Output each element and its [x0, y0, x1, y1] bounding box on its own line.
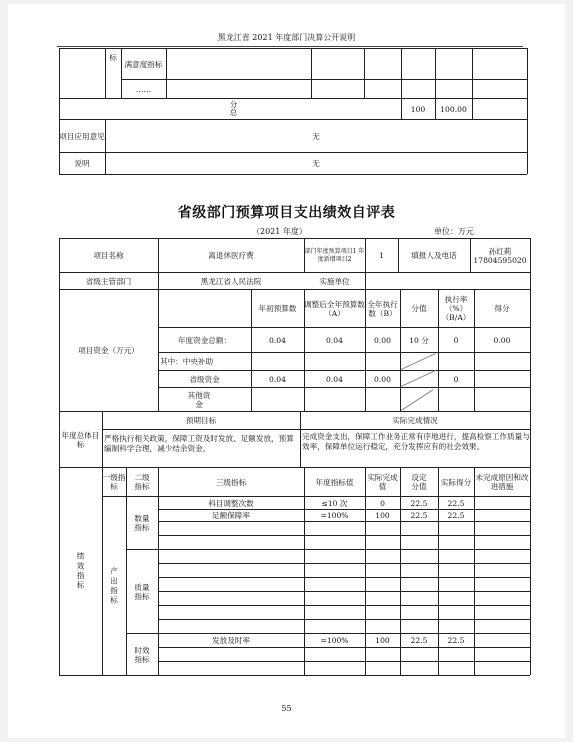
project-name: 离退休医疗费 — [208, 251, 254, 260]
row-provincial-label: 省级资金 — [189, 374, 220, 384]
q2-name: 足额保障率 — [212, 511, 250, 520]
t1-name: 发放及时率 — [212, 636, 250, 645]
project-name-label: 项目名称 — [93, 251, 124, 260]
form-title: 省级部门预算项目支出绩效自评表 — [177, 205, 396, 221]
row-prov-executed: 0.00 — [374, 374, 391, 384]
goal-expected-label: 预期目标 — [185, 416, 217, 425]
impl-label: 实施单位 — [319, 276, 350, 286]
form-year: （2021 年度） — [252, 227, 307, 236]
impl-value — [365, 273, 530, 289]
row-total-score: 10 分 — [409, 335, 429, 345]
contact-phone: 17804595020 — [473, 255, 527, 265]
col-executed: 全年执行数（B） — [367, 299, 398, 318]
total-score-1: 100 — [410, 104, 426, 114]
q1-target: ≤10 次 — [321, 498, 348, 508]
row-total-adjusted: 0.04 — [326, 335, 343, 345]
contact-label: 填报人及电话 — [411, 251, 457, 260]
col-score: 分值 — [411, 304, 427, 313]
dept-label: 省级主管部门 — [85, 276, 132, 286]
t1-score: 22.5 — [410, 636, 428, 645]
form-unit: 单位：万元 — [434, 227, 474, 236]
sub-project-value: 1 — [379, 251, 384, 260]
row-prov-rate: 0 — [453, 374, 459, 384]
col-rate: 执行率（%）（B/A） — [441, 295, 471, 322]
row-prov-adjusted: 0.04 — [326, 374, 343, 384]
h-score: 设定分值 — [411, 473, 427, 491]
total-score-2: 100.00 — [440, 104, 467, 114]
perf-label: 绩效指标 — [76, 552, 85, 591]
satisfaction-indicator: 满意度指标 — [124, 59, 163, 69]
ellipsis-cell: …… — [135, 84, 152, 94]
col-points: 得分 — [494, 304, 510, 313]
q1-got: 22.5 — [447, 498, 465, 508]
row-central-label: 其中：中央补助 — [160, 357, 214, 366]
h-reason: 未完成原因和改进措施 — [475, 473, 529, 491]
h-lvl3: 三级指标 — [215, 477, 247, 487]
dept-value: 黑龙江省人民法院 — [200, 276, 262, 286]
q1-actual: 0 — [380, 498, 385, 508]
h-got: 实际得分 — [440, 477, 472, 487]
contact-cell — [470, 239, 530, 272]
remark-label: 说明 — [74, 159, 90, 168]
header-rule — [57, 46, 523, 47]
total-score-label: 分总 — [229, 100, 238, 117]
q1-score: 22.5 — [410, 498, 428, 508]
contact-name: 孙红莉 — [488, 246, 512, 256]
quantity-label: 数量指标 — [134, 514, 150, 532]
opinion-label: 项目应用意见 — [59, 131, 105, 141]
col-initial: 年初预算数 — [258, 304, 297, 313]
q2-got: 22.5 — [447, 511, 465, 520]
row-total-label: 年度资金总额： — [177, 335, 232, 345]
goal-label: 年度总体目标 — [61, 430, 100, 449]
row-prov-initial: 0.04 — [269, 374, 286, 384]
row-total-points: 0.00 — [493, 335, 511, 345]
q2-actual: 100 — [375, 511, 390, 520]
cell-biao: 标 — [109, 52, 117, 62]
document-page — [8, 4, 565, 738]
running-header: 黑龙江省 2021 年度部门决算公开说明 — [217, 33, 356, 42]
opinion-value: 无 — [312, 131, 320, 141]
col-adjusted: 调整后全年预算数（A） — [304, 299, 365, 318]
h-lvl2: 二级指标 — [134, 473, 150, 491]
t1-actual: 100 — [375, 636, 390, 645]
t1-got: 22.5 — [447, 636, 465, 645]
t1-target: =100% — [320, 636, 349, 645]
goal-actual: 完成资金支出，保障工作业务正常有序地进行，提高检察工作质量与效率，保障单位运行稳定，充分发挥应有的社会效果。 — [302, 432, 530, 451]
row-total-rate: 0 — [453, 335, 459, 345]
quality-label: 质量指标 — [134, 582, 150, 601]
time-label: 时效指标 — [134, 645, 150, 664]
sub-project-note: 部门年度预算项目1 年度新增项目2 — [304, 248, 365, 263]
output-label: 产出指标 — [109, 566, 119, 606]
h-lvl1: 一级指标 — [102, 473, 126, 491]
funds-label: 项目资金（万元） — [78, 346, 139, 355]
q1-name: 科目调整次数 — [208, 498, 254, 508]
row-total-initial: 0.04 — [269, 335, 286, 345]
page-number: 55 — [281, 704, 292, 713]
q2-target: =100% — [320, 511, 349, 520]
q2-score: 22.5 — [410, 511, 428, 520]
goal-actual-label: 实际完成情况 — [392, 416, 438, 425]
h-actual: 实际完成值 — [367, 473, 398, 491]
row-total-executed: 0.00 — [374, 335, 391, 345]
h-target: 年度指标值 — [315, 477, 354, 487]
remark-value: 无 — [312, 159, 320, 168]
row-other-label: 其他资金 — [187, 390, 211, 409]
goal-expected: 严格执行相关政策，保障工资及时发放、足额发放，预算编制科学合理，减少结余资金。 — [104, 434, 294, 453]
